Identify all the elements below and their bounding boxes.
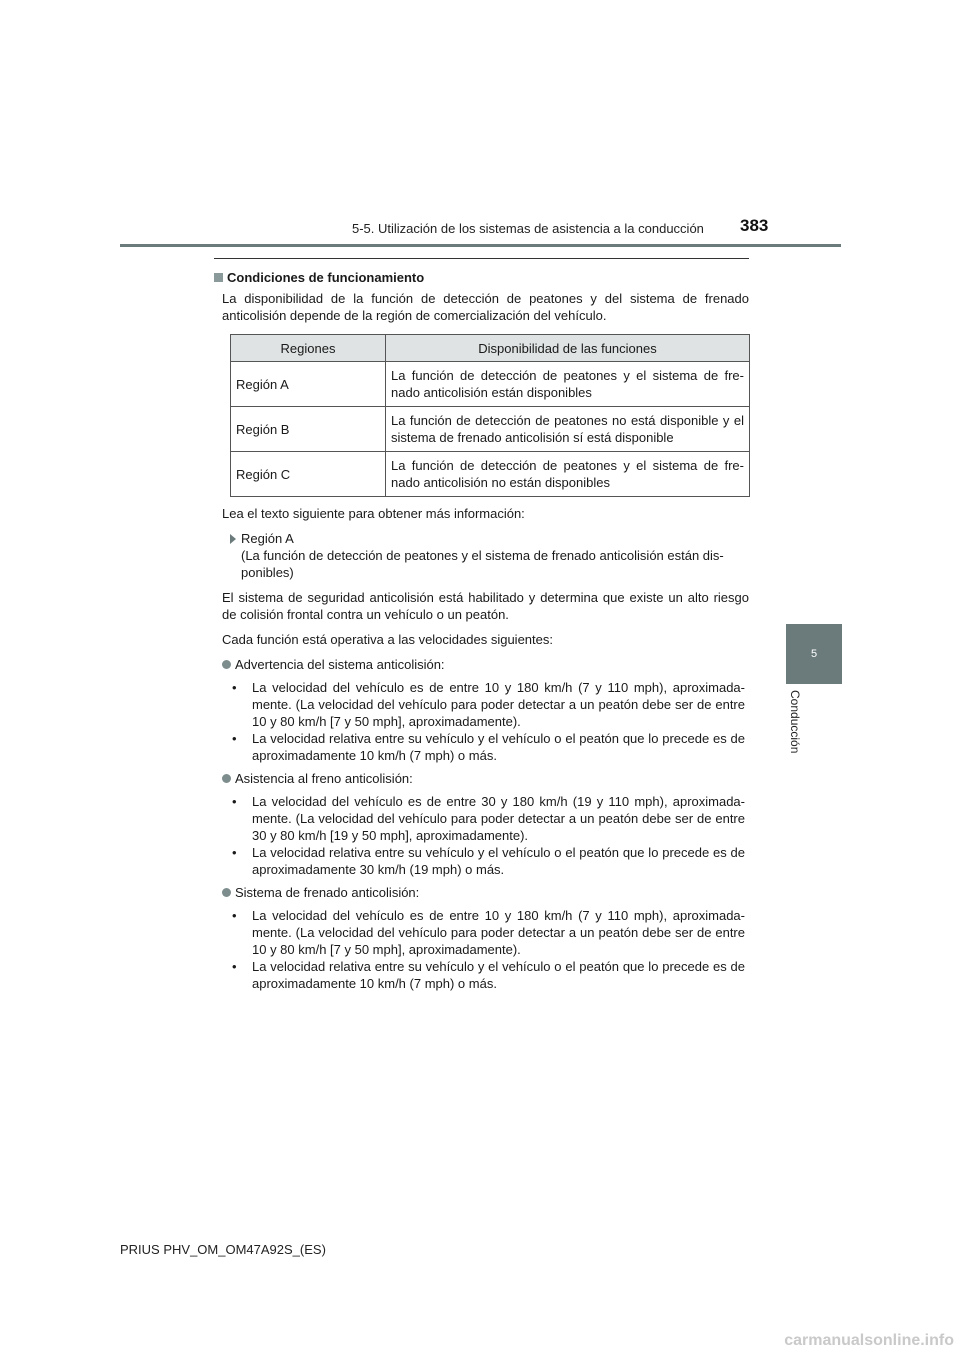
footer-doc-id: PRIUS PHV_OM_OM47A92S_(ES) — [120, 1242, 326, 1257]
header-section-title: 5-5. Utilización de los sistemas de asistencia a la conducción — [352, 221, 704, 236]
table-cell-availability: La función de detección de peatones y el sistema de fre-nado anticolisión están disponibles — [386, 362, 750, 407]
main-content — [214, 258, 749, 998]
region-a-title: Región A — [241, 531, 294, 546]
region-a-note: (La función de detección de peatones y el sistema de frenado anticolisión están dis-ponibles) — [241, 548, 724, 580]
section-rule — [214, 258, 749, 259]
intro-paragraph: La disponibilidad de la función de detección de peatones y del sistema de frenado anticolisión depende de la región de comercialización del vehículo. — [222, 291, 749, 323]
section-heading-text: Condiciones de funcionamiento — [227, 270, 425, 285]
table-cell-availability: La función de detección de peatones no está disponible y el sistema de frenado anticolisión sí está disponible — [386, 407, 750, 452]
list-item — [232, 730, 745, 764]
bullet-dot: • — [232, 794, 237, 809]
table-cell-region: Región A — [231, 362, 386, 407]
table-cell-region: Región B — [231, 407, 386, 452]
square-bullet-icon — [214, 273, 223, 282]
bullet-dot: • — [232, 845, 237, 860]
function-title: Asistencia al freno anticolisión: — [235, 771, 413, 786]
watermark: carmanualsonline.info — [784, 1332, 954, 1349]
bullet-dot: • — [232, 908, 237, 923]
table-header-cell: Disponibilidad de las funciones — [386, 335, 750, 362]
list-item-text: La velocidad relativa entre su vehículo y el vehículo o el peatón que lo precede es de aproximadamente 30 km/h (19 mph) o más. — [252, 845, 745, 877]
function-heading — [222, 656, 749, 673]
table-cell-region: Región C — [231, 452, 386, 497]
collision-paragraph: El sistema de seguridad anticolisión está habilitado y determina que existe un alto riesgo de colisión frontal contra un vehículo o un peatón. — [222, 590, 749, 622]
side-tab-number: 5 — [786, 624, 842, 684]
list-item — [232, 793, 745, 844]
list-item — [232, 679, 745, 730]
table-row — [231, 407, 750, 452]
header-rule — [120, 244, 841, 247]
function-details — [214, 679, 749, 764]
list-item — [232, 958, 745, 992]
list-item-text: La velocidad relativa entre su vehículo y el vehículo o el peatón que lo precede es de aproximadamente 10 km/h (7 mph) o más. — [252, 731, 745, 763]
table-row — [231, 362, 750, 407]
function-heading — [222, 884, 749, 901]
side-tab-label: Conducción — [788, 690, 802, 754]
bullet-dot: • — [232, 731, 237, 746]
function-details — [214, 793, 749, 878]
function-title: Advertencia del sistema anticolisión: — [235, 657, 445, 672]
section-heading — [214, 269, 749, 286]
table-cell-availability: La función de detección de peatones y el sistema de fre-nado anticolisión no están disponibles — [386, 452, 750, 497]
list-item — [232, 907, 745, 958]
regions-table — [230, 334, 750, 497]
list-item-text: La velocidad relativa entre su vehículo y el vehículo o el peatón que lo precede es de aproximadamente 10 km/h (7 mph) o más. — [252, 959, 745, 991]
table-row — [231, 452, 750, 497]
list-item — [232, 844, 745, 878]
circle-bullet-icon — [222, 774, 231, 783]
list-item-text: La velocidad del vehículo es de entre 10 y 180 km/h (7 y 110 mph), aproximada-mente. (La velocidad del vehículo para poder detectar a un peatón debe ser de entre 10 y 80 km/h [7 y 50 mph], aproximadamente). — [252, 680, 745, 729]
function-title: Sistema de frenado anticolisión: — [235, 885, 420, 900]
bullet-dot: • — [232, 959, 237, 974]
page-number: 383 — [740, 216, 769, 235]
region-a-item — [222, 530, 749, 581]
list-item-text: La velocidad del vehículo es de entre 10 y 180 km/h (7 y 110 mph), aproximada-mente. (La velocidad del vehículo para poder detectar a un peatón debe ser de entre 10 y 80 km/h [7 y 50 mph], aproximadamente). — [252, 908, 745, 957]
list-item-text: La velocidad del vehículo es de entre 30 y 180 km/h (19 y 110 mph), aproximada-mente. (La velocidad del vehículo para poder detectar a un peatón debe ser de entre 30 y 80 km/h [19 y 50 mph], aproximadamente). — [252, 794, 745, 843]
function-details — [214, 907, 749, 992]
speeds-paragraph: Cada función está operativa a las velocidades siguientes: — [222, 632, 553, 647]
read-more-text: Lea el texto siguiente para obtener más información: — [222, 506, 525, 521]
circle-bullet-icon — [222, 888, 231, 897]
triangle-arrow-icon — [230, 534, 236, 544]
table-header-cell: Regiones — [231, 335, 386, 362]
bullet-dot: • — [232, 680, 237, 695]
function-heading — [222, 770, 749, 787]
circle-bullet-icon — [222, 660, 231, 669]
table-header-row — [231, 335, 750, 362]
